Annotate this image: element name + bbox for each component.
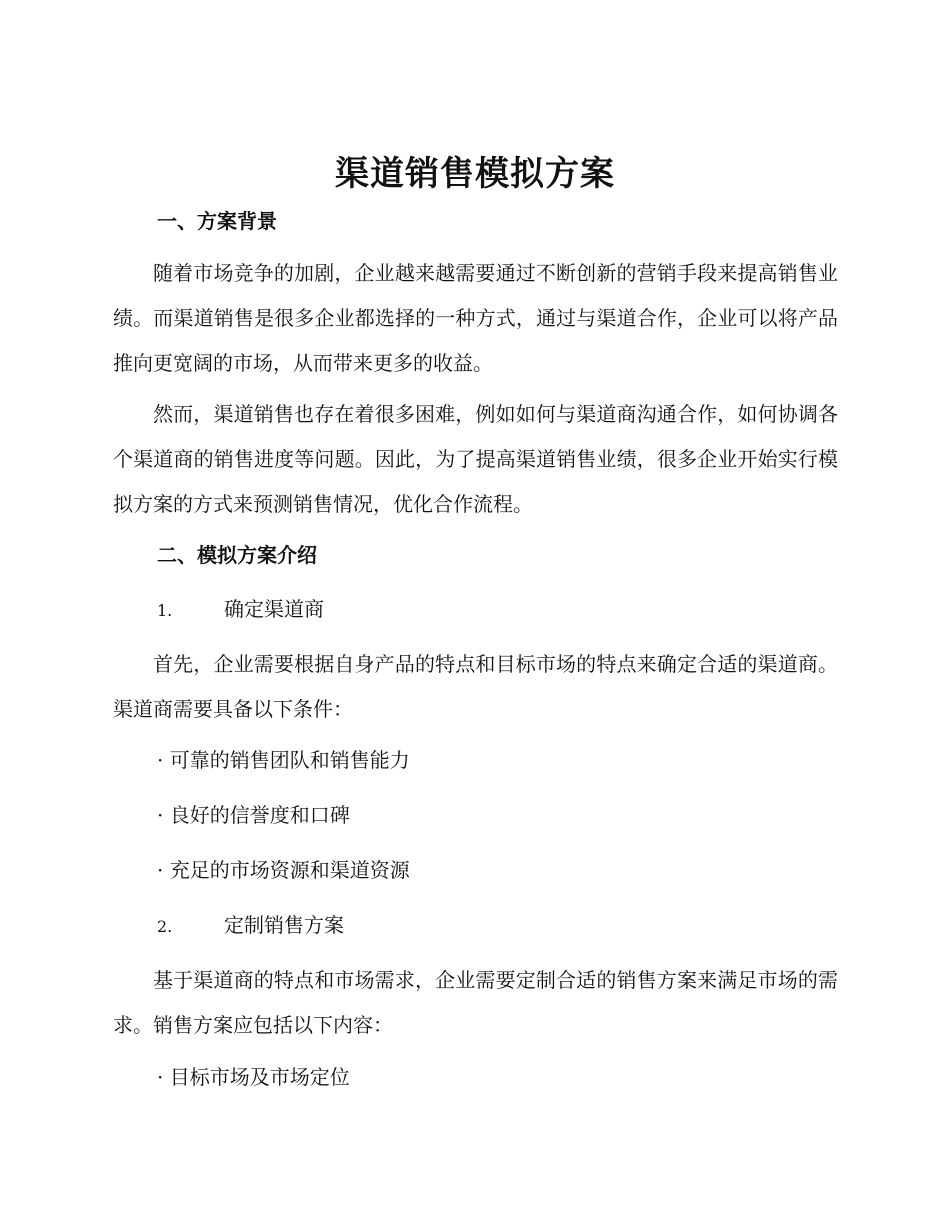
item-label: 确定渠道商 <box>224 597 324 621</box>
item-number: 1. <box>157 601 173 620</box>
numbered-item-1 <box>157 594 837 626</box>
numbered-item-2 <box>157 910 837 942</box>
paragraph-item-2: 基于渠道商的特点和市场需求，企业需要定制合适的销售方案来满足市场的需求。销售方案应包括以下内容： <box>113 968 838 1037</box>
paragraph-background-2: 然而，渠道销售也存在着很多困难，例如如何与渠道商沟通合作，如何协调各个渠道商的销售进度等问题。因此，为了提高渠道销售业绩，很多企业开始实行模拟方案的方式来预测销售情况，优化合作流程。 <box>113 402 838 516</box>
bullet-item: · 良好的信誉度和口碑 <box>157 803 350 827</box>
paragraph-item-1: 首先，企业需要根据自身产品的特点和目标市场的特点来确定合适的渠道商。渠道商需要具备以下条件： <box>113 652 838 721</box>
section-heading-background: 一、方案背景 <box>157 209 277 233</box>
bullet-item: · 充足的市场资源和渠道资源 <box>157 858 410 882</box>
bullet-item: · 目标市场及市场定位 <box>157 1065 350 1089</box>
section-heading-introduction: 二、模拟方案介绍 <box>157 543 317 567</box>
document-title: 渠道销售模拟方案 <box>335 154 615 194</box>
item-label: 定制销售方案 <box>224 913 344 937</box>
paragraph-background-1: 随着市场竞争的加剧，企业越来越需要通过不断创新的营销手段来提高销售业绩。而渠道销售是很多企业都选择的一种方式，通过与渠道合作，企业可以将产品推向更宽阔的市场，从而带来更多的收益。 <box>113 261 838 375</box>
item-number: 2. <box>157 917 173 936</box>
bullet-item: · 可靠的销售团队和销售能力 <box>157 748 410 772</box>
